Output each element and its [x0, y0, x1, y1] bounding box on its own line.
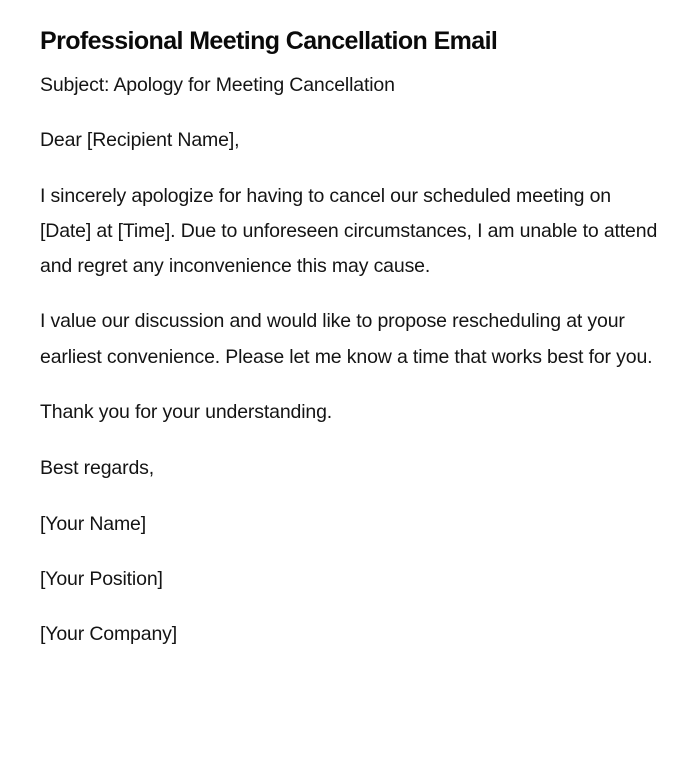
email-closing: Best regards,: [40, 457, 155, 480]
signature-name: [Your Name]: [40, 512, 147, 535]
document-title: Professional Meeting Cancellation Email: [40, 27, 498, 55]
signature-position: [Your Position]: [40, 567, 163, 590]
body-paragraph-reschedule: I value our discussion and would like to propose rescheduling at your earliest convenience. Please let me know a time that works best for you.: [40, 310, 653, 368]
email-greeting: Dear [Recipient Name],: [40, 129, 240, 152]
body-paragraph-thanks: Thank you for your understanding.: [40, 401, 333, 424]
body-paragraph-apology: I sincerely apologize for having to cancel our scheduled meeting on [Date] at [Time]. Due to unforeseen circumstances, I am unable to attend and regret any inconvenience this may cause.: [40, 184, 658, 278]
signature-company: [Your Company]: [40, 623, 178, 646]
email-subject: Subject: Apology for Meeting Cancellation: [40, 74, 395, 96]
